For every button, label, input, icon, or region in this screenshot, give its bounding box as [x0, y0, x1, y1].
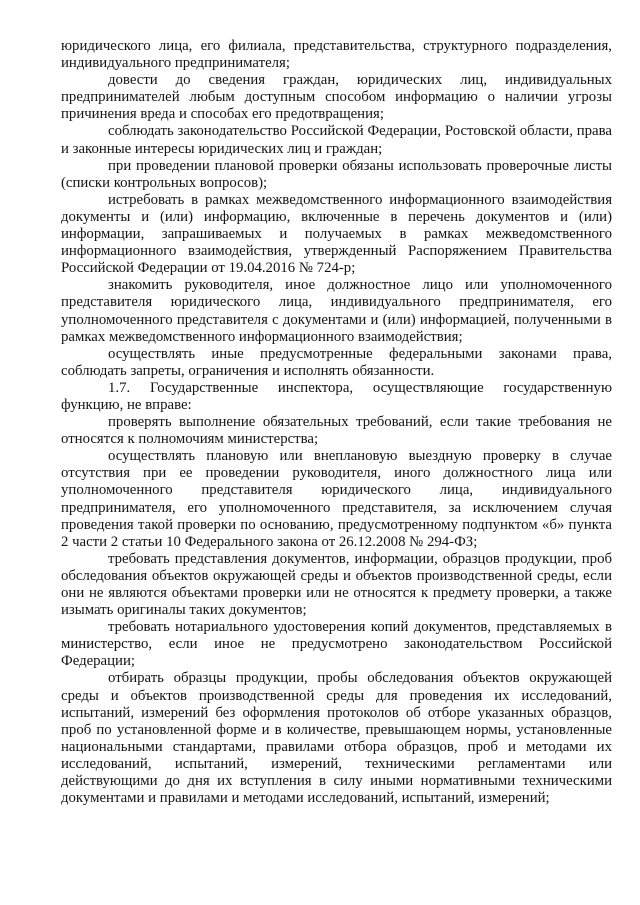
paragraph-familiarize: знакомить руководителя, иное должностное лицо или уполномоченного представителя юридического лица, индивидуального предпринимателя, его уполномоченного представителя с документами и (или) информацией, полученными в рамках межведомственного информационного взаимодействия; — [61, 277, 612, 345]
paragraph-request-documents: истребовать в рамках межведомственного информационного взаимодействия документы и (или) информацию, включенные в перечень документов и (или) информации, запрашиваемых и получаемых в рамках межведомственного информационного взаимодействия, утвержденный Распоряжением Правительства Российской Федерации от 19.04.2016 № 724-р; — [61, 191, 612, 277]
paragraph-continuation: юридического лица, его филиала, представительства, структурного подразделения, индивидуального предпринимателя; — [61, 38, 612, 72]
paragraph-on-site-inspection: осуществлять плановую или внеплановую выездную проверку в случае отсутствия при ее проведении руководителя, иного должностного лица или уполномоченного представителя юридического лица, индивидуального предпринимателя, его уполномоченного представителя, за исключением случая проведения такой проверки по основанию, предусмотренному подпунктом «б» пункта 2 части 2 статьи 10 Федерального закона от 26.12.2008 № 294-ФЗ; — [61, 448, 612, 550]
paragraph-other-rights: осуществлять иные предусмотренные федеральными законами права, соблюдать запреты, ограничения и исполнять обязанности. — [61, 345, 612, 379]
paragraph-notarial-certification: требовать нотариального удостоверения копий документов, представляемых в министерство, если иное не предусмотрено законодательством Российской Федерации; — [61, 619, 612, 670]
paragraph-section-1-7: 1.7. Государственные инспектора, осуществляющие государственную функцию, не вправе: — [61, 379, 612, 413]
paragraph-comply-legislation: соблюдать законодательство Российской Федерации, Ростовской области, права и законные интересы юридических лиц и граждан; — [61, 123, 612, 157]
paragraph-sampling: отбирать образцы продукции, пробы обследования объектов окружающей среды и объектов производственной среды для проведения их исследований, испытаний, измерений без оформления протоколов об отборе указанных образцов, проб по установленной форме и в количестве, превышающем нормы, установленные национальными стандартами, правилами отбора образцов, проб и методами их исследований, испытаний, измерений, техническими регламентами или действующими до дня их вступления в силу иными нормативными техническими документами и правилами и методами исследований, испытаний, измерений; — [61, 670, 612, 807]
paragraph-checklists: при проведении плановой проверки обязаны использовать проверочные листы (списки контрольных вопросов); — [61, 157, 612, 191]
document-body — [61, 38, 612, 807]
paragraph-notify-citizens: довести до сведения граждан, юридических лиц, индивидуальных предпринимателей любым доступным способом информацию о наличии угрозы причинения вреда и способах его предотвращения; — [61, 72, 612, 123]
paragraph-demand-documents: требовать представления документов, информации, образцов продукции, проб обследования объектов окружающей среды и объектов производственной среды, если они не являются объектами проверки или не относятся к предмету проверки, а также изымать оригиналы таких документов; — [61, 550, 612, 619]
paragraph-check-requirements: проверять выполнение обязательных требований, если такие требования не относятся к полномочиям министерства; — [61, 414, 612, 448]
